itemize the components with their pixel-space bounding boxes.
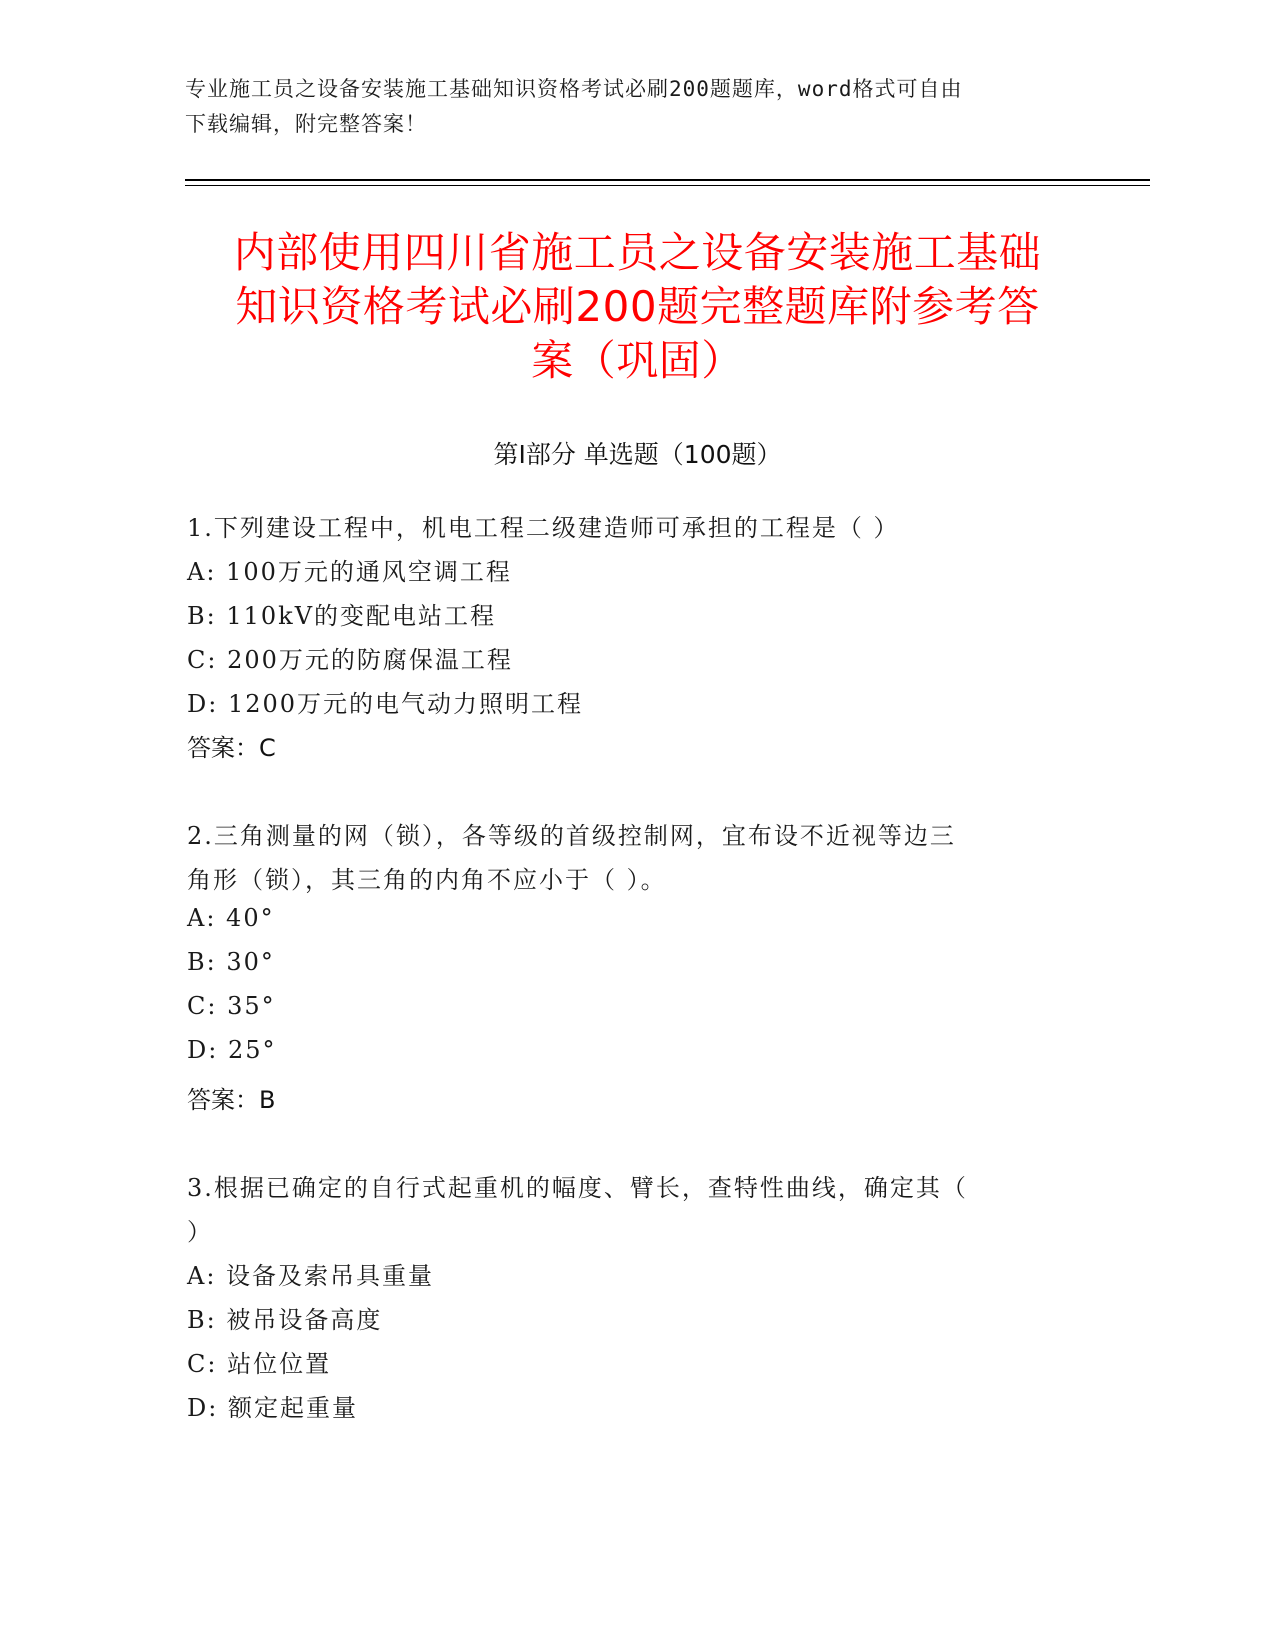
- question-2-option-c: C: 35°: [187, 992, 276, 1020]
- question-2-stem-line-1: 2.三角测量的网（锁），各等级的首级控制网，宜布设不近视等边三: [187, 822, 956, 850]
- question-2-stem-line-2: 角形（锁），其三角的内角不应小于（ ）。: [187, 866, 667, 894]
- document-title: [185, 226, 1090, 388]
- section-title: 第Ⅰ部分 单选题（100题）: [493, 440, 782, 469]
- question-2-option-a: A: 40°: [187, 904, 275, 932]
- question-2-option-d: D: 25°: [187, 1036, 277, 1064]
- question-3-option-d: D: 额定起重量: [187, 1394, 358, 1422]
- question-3-option-b: B: 被吊设备高度: [187, 1306, 383, 1334]
- header-note-line-2: 下载编辑，附完整答案！: [185, 112, 427, 136]
- question-1-answer: 答案：C: [187, 734, 276, 762]
- question-3-option-a: A: 设备及索吊具重量: [187, 1262, 435, 1290]
- header-note-line-1: 专业施工员之设备安装施工基础知识资格考试必刷200题题库，word格式可自由: [185, 77, 963, 101]
- document-header-note: [185, 72, 1065, 142]
- question-1-option-a: A: 100万元的通风空调工程: [187, 558, 512, 586]
- question-1-option-c: C: 200万元的防腐保温工程: [187, 646, 513, 674]
- header-divider-thick: [185, 179, 1150, 181]
- question-2-answer: 答案：B: [187, 1086, 276, 1114]
- question-1-option-d: D: 1200万元的电气动力照明工程: [187, 690, 584, 718]
- title-line-1: 内部使用四川省施工员之设备安装施工基础: [233, 228, 1042, 277]
- title-line-2: 知识资格考试必刷200题完整题库附参考答: [235, 282, 1040, 331]
- question-3-stem-line-1: 3.根据已确定的自行式起重机的幅度、臂长，查特性曲线，确定其（: [187, 1174, 968, 1202]
- question-3-option-c: C: 站位位置: [187, 1350, 332, 1378]
- header-divider-thin: [185, 185, 1150, 186]
- question-3-stem-line-2: ）: [187, 1218, 213, 1246]
- question-1-option-b: B: 110kV的变配电站工程: [187, 602, 497, 630]
- title-line-3: 案（巩固）: [531, 336, 744, 385]
- question-1-stem: 1.下列建设工程中，机电工程二级建造师可承担的工程是（ ）: [187, 514, 900, 542]
- question-2-option-b: B: 30°: [187, 948, 275, 976]
